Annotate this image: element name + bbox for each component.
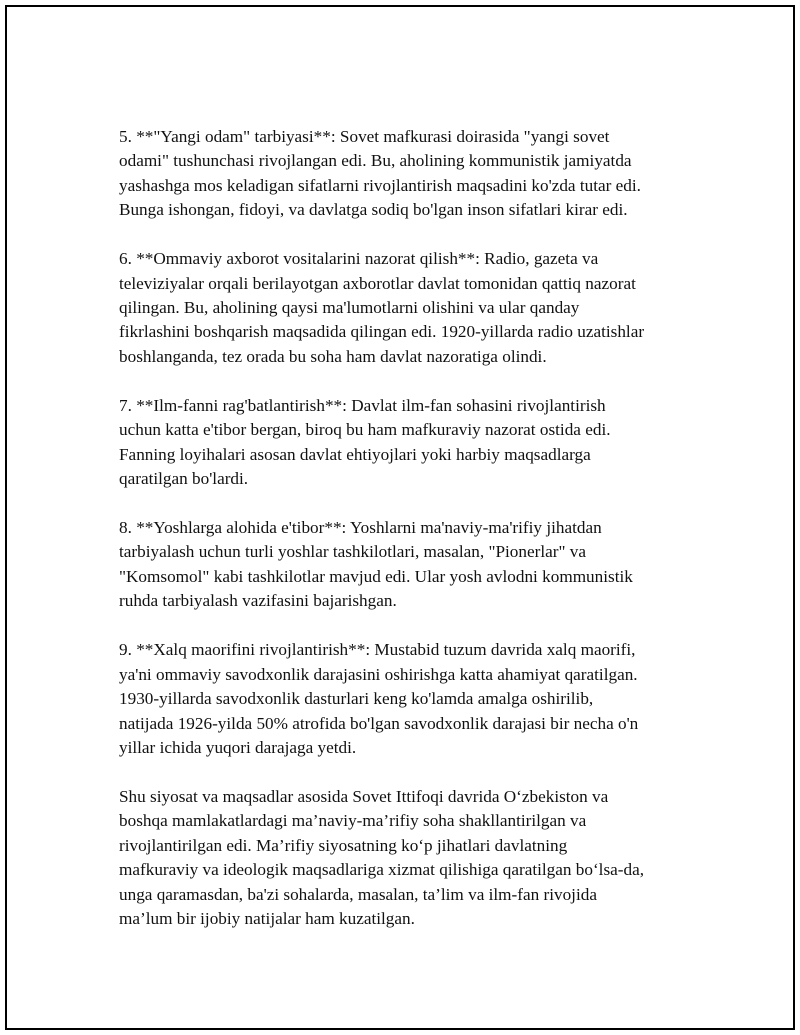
- paragraph-7: [119, 394, 719, 492]
- text-line: tarbiyalash uchun turli yoshlar tashkilotlari, masalan, "Pionerlar" va: [119, 542, 586, 562]
- paragraph-5: [119, 125, 719, 223]
- text-line: natijada 1926-yilda 50% atrofida bo'lgan savodxonlik darajasi bir necha o'n: [119, 713, 639, 733]
- text-line: boshlanganda, tez orada bu soha ham davlat nazoratiga olindi.: [119, 346, 547, 366]
- text-line: 8. **Yoshlarga alohida e'tibor**: Yoshlarni ma'naviy-ma'rifiy jihatdan: [119, 518, 602, 538]
- text-line: Shu siyosat va maqsadlar asosida Sovet Ittifoqi davrida O‘zbekiston va: [119, 786, 609, 806]
- text-line: Bunga ishongan, fidoyi, va davlatga sodiq bo'lgan inson sifatlari kirar edi.: [119, 200, 628, 220]
- paragraph-6: [119, 247, 719, 369]
- text-line: "Komsomol" kabi tashkilotlar mavjud edi. Ular yosh avlodni kommunistik: [119, 566, 633, 586]
- text-line: rivojlantirilgan edi. Ma’rifiy siyosatning ko‘p jihatlari davlatning: [119, 835, 568, 855]
- text-line: odami" tushunchasi rivojlangan edi. Bu, aholining kommunistik jamiyatda: [119, 151, 632, 171]
- text-line: ma’lum bir ijobiy natijalar ham kuzatilgan.: [119, 908, 415, 928]
- text-line: yillar ichida yuqori darajaga yetdi.: [119, 737, 357, 757]
- text-line: qaratilgan bo'lardi.: [119, 469, 249, 489]
- text-line: ruhda tarbiyalash vazifasini bajarishgan.: [119, 591, 397, 611]
- text-line: unga qaramasdan, ba'zi sohalarda, masalan, ta’lim va ilm-fan rivojida: [119, 884, 597, 904]
- text-line: televiziyalar orqali berilayotgan axborotlar davlat tomonidan qattiq nazorat: [119, 273, 636, 293]
- text-line: 5. **"Yangi odam" tarbiyasi**: Sovet mafkurasi doirasida "yangi sovet: [119, 127, 610, 146]
- document-body: [119, 125, 719, 956]
- text-line: 9. **Xalq maorifini rivojlantirish**: Mustabid tuzum davrida xalq maorifi,: [119, 640, 636, 660]
- page-frame: [5, 5, 795, 1030]
- text-line: 7. **Ilm-fanni rag'batlantirish**: Davlat ilm-fan sohasini rivojlantirish: [119, 395, 606, 415]
- text-line: mafkuraviy va ideologik maqsadlariga xizmat qilishiga qaratilgan bo‘lsa-da,: [119, 860, 645, 880]
- text-line: qilingan. Bu, aholining qaysi ma'lumotlarni olishini va ular qanday: [119, 298, 580, 318]
- paragraph-9: [119, 638, 719, 760]
- text-line: fikrlashini boshqarish maqsadida qilingan edi. 1920-yillarda radio uzatishlar: [119, 322, 645, 342]
- paragraph-conclusion: [119, 785, 719, 931]
- text-line: boshqa mamlakatlardagi ma’naviy-ma’rifiy soha shakllantirilgan va: [119, 811, 587, 831]
- text-line: yashashga mos keladigan sifatlarni rivojlantirish maqsadini ko'zda tutar edi.: [119, 175, 641, 195]
- paragraph-8: [119, 516, 719, 614]
- text-line: uchun katta e'tibor bergan, biroq bu ham mafkuraviy nazorat ostida edi.: [119, 420, 611, 440]
- text-line: ya'ni ommaviy savodxonlik darajasini oshirishga katta ahamiyat qaratilgan.: [119, 664, 638, 684]
- text-line: 6. **Ommaviy axborot vositalarini nazorat qilish**: Radio, gazeta va: [119, 249, 599, 269]
- text-line: Fanning loyihalari asosan davlat ehtiyojlari yoki harbiy maqsadlarga: [119, 444, 591, 464]
- text-line: 1930-yillarda savodxonlik dasturlari keng ko'lamda amalga oshirilib,: [119, 689, 594, 709]
